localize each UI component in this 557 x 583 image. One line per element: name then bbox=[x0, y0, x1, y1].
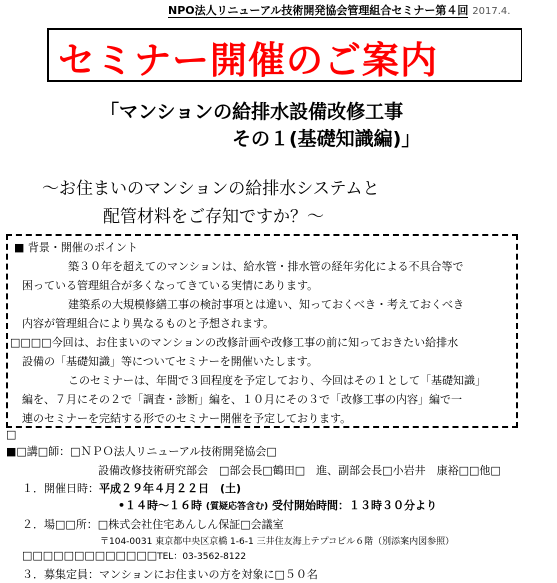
box-line: 建築系の大規模修繕工事の検討事項とは違い、知っておくべき・考えておくべき bbox=[68, 298, 464, 311]
lecturer-detail: 設備改修技術研究部会 □部会長□鶴田□ 進、副部会長□小岩井 康裕□□他□ bbox=[98, 464, 501, 477]
tagline-line-1: ～お住まいのマンションの給排水システムと bbox=[42, 179, 380, 199]
capacity: ３．募集定員：マンションにお住まいの方を対象に□５０名 bbox=[22, 568, 318, 581]
tel-padding: □□□□□□□□□□□□□ bbox=[22, 549, 158, 562]
address: 〒104-0031 東京都中央区京橋 1-6-1 三井住友海上テプコビル６階（別添案内図参照） bbox=[100, 537, 455, 547]
box-heading: ■ 背景・開催のポイント bbox=[14, 241, 138, 254]
date-value: 平成２９年４月２２日 (土) bbox=[99, 482, 242, 495]
box-line: 編を、７月にその２で「調査・診断」編を、１０月にその３で「改修工事の内容」編で一 bbox=[22, 393, 462, 406]
place-value: □株式会社住宅あんしん保証□会議室 bbox=[97, 518, 284, 531]
event-place bbox=[22, 516, 284, 532]
event-time bbox=[118, 497, 437, 513]
background-points-box bbox=[6, 234, 518, 428]
header-date: 2017.4. bbox=[472, 6, 511, 17]
date-label: １．開催日時： bbox=[22, 482, 99, 495]
box-line: □□□□今回は、お住まいのマンションの改修計画や改修工事の前に知っておきたい給排水 bbox=[10, 336, 459, 349]
time-note: (質疑応答含む) bbox=[205, 502, 269, 512]
box-line: 困っている管理組合が多くなってきている実情にあります。 bbox=[22, 279, 319, 292]
tel-line bbox=[22, 549, 246, 562]
lecturer-line: ■□講□師：□ＮＰＯ法人リニューアル技術開発協会□ bbox=[6, 445, 277, 458]
box-line: 内容が管理組合により異なるものと予想されます。 bbox=[22, 317, 275, 330]
reception-time: 受付開始時間：１３時３０分より bbox=[271, 499, 437, 512]
tagline-line-2: 配管材料をご存知ですか？～ bbox=[103, 207, 324, 227]
subtitle-line-1: 「マンションの給排水設備改修工事 bbox=[100, 101, 404, 123]
phone-number: TEL：03-3562-8122 bbox=[157, 552, 247, 562]
place-label: ２．場□□所： bbox=[22, 518, 98, 531]
box-line: 設備の「基礎知識」等についてセミナーを開催いたします。 bbox=[22, 355, 318, 368]
box-line: 連のセミナーを完結する形でのセミナー開催を予定しております。 bbox=[22, 412, 352, 425]
main-title: セミナー開催のご案内 bbox=[58, 39, 438, 82]
blank-line: □ bbox=[6, 428, 17, 441]
subtitle-line-2: その１(基礎知識編)」 bbox=[232, 128, 421, 150]
organizer-title: NPO法人リニューアル技術開発協会管理組合セミナー第４回 bbox=[168, 4, 469, 17]
box-line: このセミナーは、年間で３回程度を予定しており、今回はその１として「基礎知識」 bbox=[68, 374, 486, 387]
header-line bbox=[168, 2, 510, 18]
time-value: •１４時～１６時 bbox=[118, 499, 203, 512]
box-line: 築３０年を超えてのマンションは、給水管・排水管の経年劣化による不具合等で bbox=[68, 260, 464, 273]
event-date bbox=[22, 480, 241, 496]
